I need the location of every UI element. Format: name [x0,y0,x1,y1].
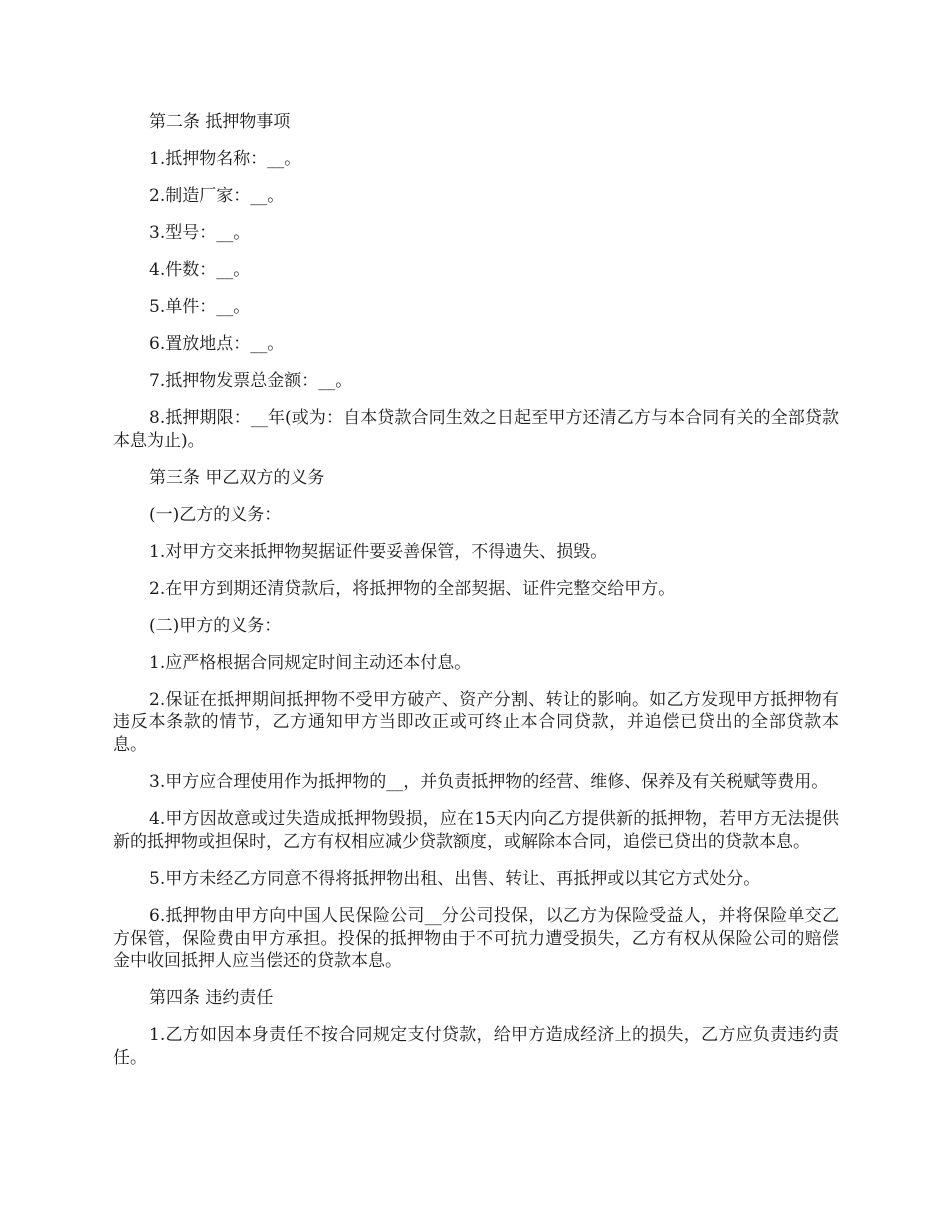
collateral-name-item: 1.抵押物名称：__。 [149,149,302,169]
party-a-obligation-3: 3.甲方应合理使用作为抵押物的__，并负责抵押物的经营、维修、保养及有关税赋等费用。 [149,772,829,793]
manufacturer-item: 2.制造厂家：__。 [149,186,285,206]
quantity-item: 4.件数：__。 [149,260,251,280]
party-b-obligation-2: 2.在甲方到期还清贷款后，将抵押物的全部契据、证件完整交给甲方。 [149,578,676,599]
mortgage-term-item: 8.抵押期限：__年(或为：自本贷款合同生效之日起至甲方还清乙方与本合同有关的全部贷款本息为止)。 [113,408,839,451]
party-a-obligation-4: 4.甲方因故意或过失造成抵押物毁损，应在15天内向乙方提供新的抵押物，若甲方无法提供新的抵押物或担保时，乙方有权相应减少贷款额度，或解除本合同，追偿已贷出的贷款本息。 [113,809,839,852]
location-item: 6.置放地点：__。 [149,334,285,354]
party-b-obligation-1: 1.对甲方交来抵押物契据证件要妥善保管，不得遗失、损毁。 [149,541,608,562]
article-2-heading: 第二条 抵押物事项 [149,112,291,132]
party-a-obligation-5: 5.甲方未经乙方同意不得将抵押物出租、出售、转让、再抵押或以其它方式处分。 [149,868,761,889]
party-a-obligation-6: 6.抵押物由甲方向中国人民保险公司__分公司投保，以乙方为保险受益人，并将保险单交乙方保管，保险费由甲方承担。投保的抵押物由于不可抗力遭受损失，乙方有权从保险公司的赔偿金中收回抵押人应当偿还的贷款本息。 [113,905,839,972]
party-a-obligation-1: 1.应严格根据合同规定时间主动还本付息。 [149,652,472,673]
party-a-obligations-heading: (二)甲方的义务： [149,615,282,636]
article-4-heading: 第四条 违约责任 [149,988,274,1009]
document-body [113,111,839,1084]
invoice-amount-item: 7.抵押物发票总金额：__。 [149,371,353,391]
party-b-obligations-heading: (一)乙方的义务： [149,504,282,525]
model-item: 3.型号：__。 [149,223,251,243]
article-3-heading: 第三条 甲乙双方的义务 [149,467,325,488]
unit-item: 5.单件：__。 [149,297,251,317]
liability-item-1: 1.乙方如因本身责任不按合同规定支付贷款，给甲方造成经济上的损失，乙方应负责违约责任。 [113,1025,839,1068]
party-a-obligation-2: 2.保证在抵押期间抵押物不受甲方破产、资产分割、转让的影响。如乙方发现甲方抵押物有违反本条款的情节，乙方通知甲方当即改正或可终止本合同贷款，并追偿已贷出的全部贷款本息。 [113,689,839,756]
